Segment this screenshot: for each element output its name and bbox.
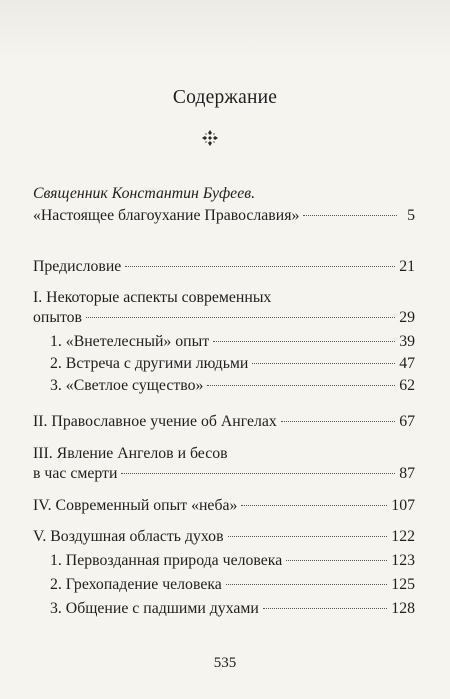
- toc-entry[interactable]: [33, 527, 415, 547]
- toc-subentry[interactable]: [50, 599, 415, 619]
- previous-page-bleed: [0, 0, 450, 60]
- toc-entry[interactable]: [33, 496, 415, 516]
- toc-page-number: 125: [391, 576, 415, 593]
- toc-entry[interactable]: [33, 412, 415, 432]
- dot-leader: [86, 317, 395, 318]
- dot-leader: [121, 473, 395, 474]
- dot-leader: [263, 608, 387, 609]
- dot-leader: [252, 363, 395, 364]
- toc-entry[interactable]: [33, 444, 415, 484]
- dot-leader: [226, 584, 388, 585]
- toc-page-number: 47: [399, 355, 415, 372]
- dot-leader: [281, 421, 395, 422]
- toc-page-number: 87: [399, 465, 415, 482]
- toc-subentry[interactable]: [50, 575, 415, 595]
- toc-page-number: 128: [391, 600, 415, 617]
- toc-entry-title: V. Воздушная область духов: [33, 528, 224, 545]
- toc-subentry[interactable]: [50, 354, 415, 374]
- toc-entry-title-line: III. Явление Ангелов и бесов: [33, 445, 228, 462]
- toc-page-number: 62: [399, 377, 415, 394]
- dot-leader: [207, 385, 395, 386]
- toc-entry-title: 3. Общение с падшими духами: [50, 600, 259, 617]
- dot-leader: [241, 505, 387, 506]
- toc-page-number: 107: [391, 497, 415, 514]
- toc-entry-title: в час смерти: [33, 465, 118, 482]
- toc-page-number: 29: [399, 309, 415, 326]
- toc-entry-title: 3. «Светлое существо»: [50, 377, 204, 394]
- dot-leader: [213, 341, 395, 342]
- toc-subentry[interactable]: [50, 551, 415, 571]
- toc-page-number: 67: [399, 413, 415, 430]
- toc-line: Священник Константин Буфеев.: [33, 185, 256, 202]
- toc-entry-title: 2. Встреча с другими людьми: [50, 355, 249, 372]
- dot-leader: [125, 266, 395, 267]
- toc-entry[interactable]: [33, 257, 415, 277]
- toc-page-number: 123: [391, 552, 415, 569]
- toc-entry-title: «Настоящее благоухание Православия»: [33, 207, 300, 224]
- toc-page-number: 21: [399, 258, 415, 275]
- toc-author-line: [33, 184, 415, 204]
- toc-entry-title: 1. Первозданная природа человека: [50, 552, 283, 569]
- toc-subentry[interactable]: [50, 332, 415, 352]
- toc-entry[interactable]: [33, 206, 415, 226]
- toc-page-number: 5: [407, 207, 415, 224]
- toc-page-number: 39: [399, 333, 415, 350]
- dot-leader: [286, 560, 387, 561]
- toc-page-number: 122: [391, 528, 415, 545]
- toc-entry-title: II. Православное учение об Ангелах: [33, 413, 277, 430]
- folio-page-number: 535: [213, 655, 237, 671]
- toc-entry-title: IV. Современный опыт «неба»: [33, 497, 238, 514]
- toc-entry-title: 1. «Внетелесный» опыт: [50, 333, 210, 350]
- toc-entry-title: 2. Грехопадение человека: [50, 576, 222, 593]
- toc-entry[interactable]: [33, 288, 415, 328]
- toc-entry-title: Предисловие: [33, 258, 122, 275]
- dot-leader: [228, 536, 388, 537]
- toc-entry-title-line: I. Некоторые аспекты современных: [33, 289, 272, 306]
- page-title: Содержание: [172, 87, 278, 108]
- diamond-ornament-icon: [202, 130, 218, 146]
- toc-subentry[interactable]: [50, 376, 415, 396]
- toc-entry-title: опытов: [33, 309, 83, 326]
- dot-leader: [303, 215, 397, 216]
